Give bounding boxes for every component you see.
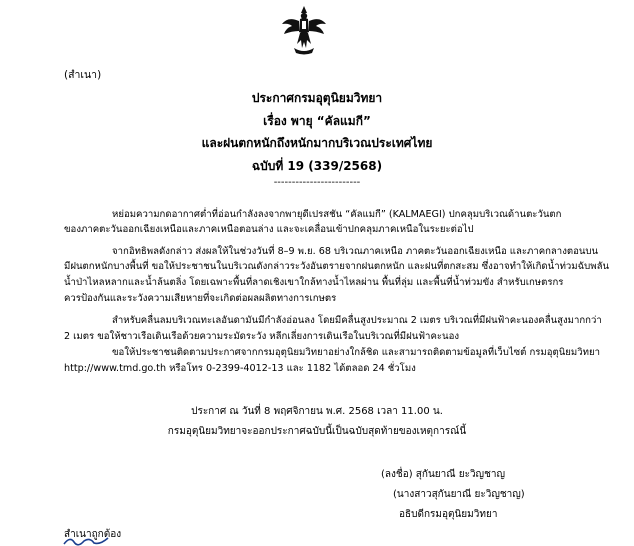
- announcement-title: ประกาศกรมอุตุนิยมวิทยา: [251, 91, 383, 105]
- paragraph-4-line-2: http://www.tmd.go.th หรือโทร 0-2399-4012-13 และ 1182 ได้ตลอด 24 ชั่วโมง: [64, 363, 416, 374]
- signature-name: (นางสาวสุกันยาณี ยะวิญชาญ): [393, 489, 525, 500]
- department-note: กรมอุตุนิยมวิทยาจะออกประกาศฉบับนี้เป็นฉบับสุดท้ายของเหตุการณ์นี้: [167, 426, 467, 437]
- subject-line-2: และฝนตกหนักถึงหนักมากบริเวณประเทศไทย: [201, 136, 433, 150]
- paragraph-2-line-1: จากอิทธิพลดังกล่าว ส่งผลให้ในช่วงวันที่ 8–9 พ.ย. 68 บริเวณภาคเหนือ ภาคตะวันออกเฉียงเหนือ และภาคกลางตอนบน: [112, 246, 599, 257]
- paragraph-2-line-3: น้ำป่าไหลหลากและน้ำล้นตลิ่ง โดยเฉพาะพื้นที่ลาดเชิงเขาใกล้ทางน้ำไหลผ่าน พื้นที่ลุ่ม และพื้นที่น้ำท่วมขัง สำหรับเกษตรกร: [64, 277, 564, 288]
- subject-line: เรื่อง พายุ “คัลแมกี”: [263, 114, 371, 128]
- issued-date: ประกาศ ณ วันที่ 8 พฤศจิกายน พ.ศ. 2568 เวลา 11.00 น.: [191, 406, 443, 417]
- paragraph-1-line-1: หย่อมความกดอากาศต่ำที่อ่อนกำลังลงจากพายุดีเปรสชัน “คัลแมกี” (KALMAEGI) ปกคลุมบริเวณด้านตะวันตก: [112, 209, 562, 220]
- paragraph-2-line-4: ควรป้องกันและระวังความเสียหายที่จะเกิดต่อผลผลิตทางการเกษตร: [64, 293, 337, 304]
- paragraph-3-line-1: สำหรับคลื่นลมบริเวณทะเลอันดามันมีกำลังอ่อนลง โดยมีคลื่นสูงประมาณ 2 เมตร บริเวณที่มีฝนฟ้าคะนองคลื่นสูงมากกว่า: [112, 315, 602, 326]
- handwritten-signature: [62, 534, 112, 546]
- certified-copy-label: สำเนาถูกต้อง: [64, 529, 122, 540]
- issue-number: ฉบับที่ 19 (339/2568): [251, 159, 383, 173]
- separator-line: ------------------------: [273, 177, 361, 188]
- copy-label: (สำเนา): [64, 69, 102, 81]
- paragraph-1-line-2: ของภาคตะวันออกเฉียงเหนือและภาคเหนือตอนล่าง และจะเคลื่อนเข้าปกคลุมภาคเหนือในระยะต่อไป: [64, 224, 474, 235]
- signature-signed: (ลงชื่อ) สุกันยาณี ยะวิญชาญ: [381, 469, 505, 480]
- paragraph-4-line-1: ขอให้ประชาชนติดตามประกาศจากกรมอุตุนิยมวิทยาอย่างใกล้ชิด และสามารถติดตามข้อมูลที่เว็บไซต์ กรมอุตุนิยมวิทยา: [112, 347, 600, 358]
- signature-position: อธิบดีกรมอุตุนิยมวิทยา: [399, 509, 498, 520]
- garuda-emblem-icon: [280, 4, 328, 56]
- paragraph-2-line-2: มีฝนตกหนักบางพื้นที่ ขอให้ประชาชนในบริเวณดังกล่าวระวังอันตรายจากฝนตกหนัก และฝนที่ตกสะสม ซึ่งอาจทำให้เกิดน้ำท่วมฉับพลัน: [64, 261, 610, 272]
- paragraph-3-line-2: 2 เมตร ขอให้ชาวเรือเดินเรือด้วยความระมัดระวัง หลีกเลี่ยงการเดินเรือในบริเวณที่มีฝนฟ้าคะนอง: [64, 331, 460, 342]
